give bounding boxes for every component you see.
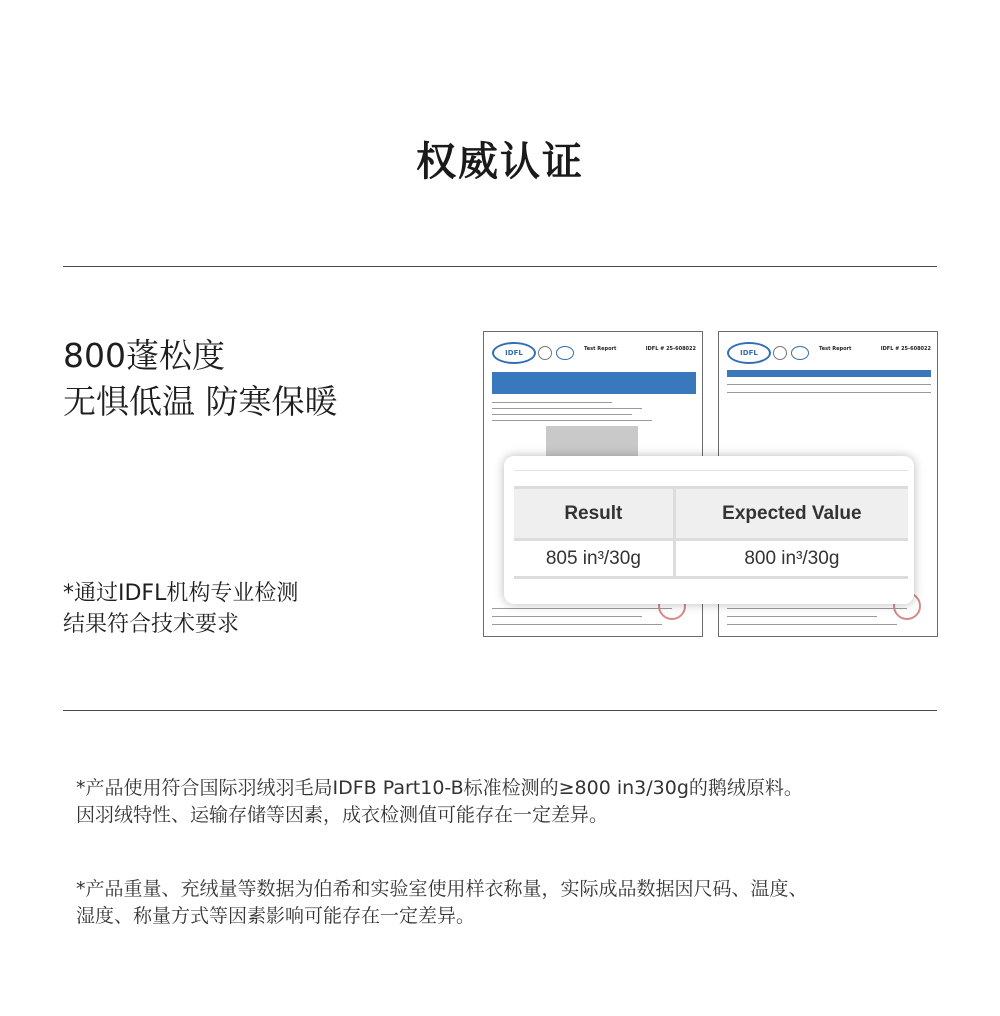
text-line xyxy=(727,384,931,385)
report-title: Test Report xyxy=(584,346,617,352)
page-title: 权威认证 xyxy=(416,139,584,185)
accreditation-icon xyxy=(556,346,574,360)
text-line xyxy=(727,624,897,625)
report-number: IDFL # 25-608022 xyxy=(645,346,696,352)
headline-warmth: 无惧低温 防寒保暖 xyxy=(63,382,338,421)
report-title: Test Report xyxy=(819,346,852,352)
text-line xyxy=(492,408,642,409)
text-line xyxy=(492,616,642,617)
expected-value: 800 in³/30g xyxy=(674,540,908,578)
summary-header-band xyxy=(727,370,931,377)
text-line xyxy=(727,392,931,393)
result-callout xyxy=(504,456,914,604)
footnote-1-line1: *产品使用符合国际羽绒羽毛局IDFB Part10-B标准检测的≥800 in3/30g的鹅绒原料。 xyxy=(76,777,803,799)
report-number: IDFL # 25-608022 xyxy=(880,346,931,352)
text-line xyxy=(727,608,907,609)
seal-icon xyxy=(538,346,552,360)
header-result: Result xyxy=(514,488,674,540)
card-line xyxy=(514,470,908,471)
result-table-header xyxy=(514,488,908,540)
text-line xyxy=(492,624,662,625)
certification-note-line2: 结果符合技术要求 xyxy=(63,612,240,637)
text-line xyxy=(727,616,877,617)
text-line xyxy=(492,402,612,403)
table-row xyxy=(514,540,908,578)
client-info-band xyxy=(492,372,696,394)
headline-loft: 800蓬松度 xyxy=(63,336,225,375)
header-expected-value: Expected Value xyxy=(674,488,908,540)
idfl-logo-icon: IDFL xyxy=(727,342,771,364)
footnote-2-line2: 湿度、称量方式等因素影响可能存在一定差异。 xyxy=(76,905,476,927)
text-line xyxy=(492,420,652,421)
footnote-2-line1: *产品重量、充绒量等数据为伯希和实验室使用样衣称量，实际成品数据因尺码、温度、 xyxy=(76,878,808,900)
result-table xyxy=(514,486,908,579)
top-divider xyxy=(63,266,937,267)
seal-icon xyxy=(773,346,787,360)
text-line xyxy=(492,608,672,609)
idfl-logo-icon: IDFL xyxy=(492,342,536,364)
certification-note-line1: *通过IDFL机构专业检测 xyxy=(63,581,299,606)
text-line xyxy=(492,414,632,415)
footnote-1-line2: 因羽绒特性、运输存储等因素，成衣检测值可能存在一定差异。 xyxy=(76,804,609,826)
bottom-divider xyxy=(63,710,937,711)
accreditation-icon xyxy=(791,346,809,360)
result-value: 805 in³/30g xyxy=(514,540,674,578)
